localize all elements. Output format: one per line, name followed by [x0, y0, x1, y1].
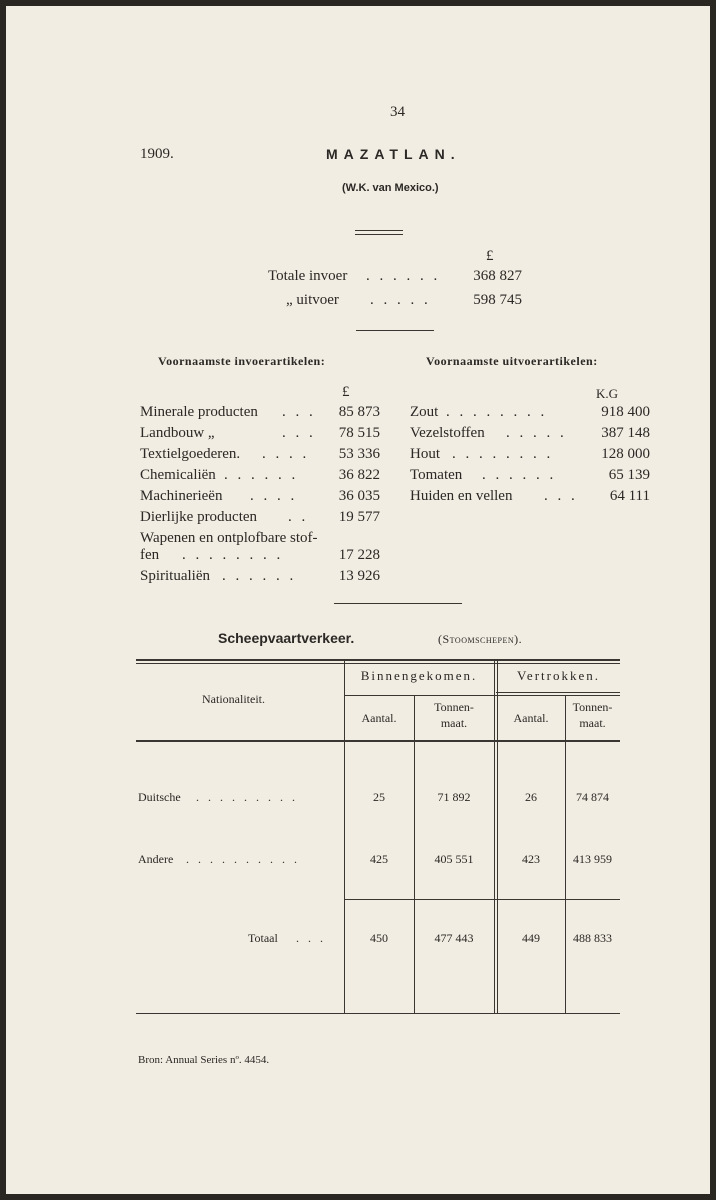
subtitle: (W.K. van Mexico.) — [342, 182, 439, 194]
table-cell: 26 — [525, 790, 537, 804]
import-label: Machinerieën — [140, 488, 223, 504]
export-value: 387 148 — [601, 425, 650, 441]
table-column-rule — [494, 661, 495, 1013]
table-rule — [344, 899, 620, 900]
table-row-name: Andere — [138, 852, 174, 866]
imports-unit: £ — [342, 384, 350, 400]
leader-dots: . . . . . . . . . . — [186, 852, 300, 866]
leader-dots: . . . . . . . . — [452, 446, 554, 462]
export-label: Zout — [410, 404, 439, 420]
table-rule — [496, 692, 620, 693]
export-label: Vezelstoffen — [410, 425, 485, 441]
divider — [356, 330, 434, 331]
leader-dots: . . . . . . . . — [182, 547, 284, 563]
import-value: 53 336 — [338, 446, 380, 462]
export-label: Huiden en vellen — [410, 488, 513, 504]
import-value: 13 926 — [338, 568, 380, 584]
import-label: Textielgoederen. — [140, 446, 241, 462]
leader-dots: . . . — [282, 425, 316, 441]
table-cell: 423 — [522, 852, 540, 866]
table-rule — [136, 659, 620, 661]
totals-value: 598 745 — [473, 292, 522, 308]
export-value: 64 111 — [609, 488, 650, 504]
leader-dots: . . — [288, 509, 309, 525]
document-page — [6, 6, 710, 1194]
import-value: 36 822 — [338, 467, 380, 483]
table-cell: 413 959 — [573, 852, 612, 866]
export-value: 918 400 — [601, 404, 650, 420]
leader-dots: . . . . — [262, 446, 310, 462]
column-header-tonnage-out: maat. — [579, 716, 606, 730]
table-rule — [136, 663, 620, 664]
page-title: MAZATLAN. — [326, 146, 461, 162]
leader-dots: . . . . . . . . . — [196, 790, 298, 804]
exports-unit: K.G — [596, 386, 619, 401]
table-rule — [136, 740, 620, 742]
export-label: Hout — [410, 446, 440, 462]
table-cell: 405 551 — [434, 852, 474, 866]
import-label: Wapenen en ontplofbare stof- — [140, 530, 318, 546]
leader-dots: . . . — [296, 931, 326, 945]
table-cell: 71 892 — [437, 790, 471, 804]
leader-dots: . . . . . . — [222, 568, 297, 584]
column-header-tonnage-in: Tonnen- — [434, 700, 474, 714]
table-cell: 74 874 — [576, 790, 609, 804]
divider — [355, 234, 403, 235]
shipping-heading: Scheepvaartverkeer. — [218, 630, 355, 646]
column-header-count-in: Aantal. — [361, 711, 397, 725]
totals-label: Totale invoer — [268, 268, 348, 284]
column-header-count-out: Aantal. — [513, 711, 549, 725]
leader-dots: . . . . . . — [224, 467, 299, 483]
totals-value: 368 827 — [473, 268, 522, 284]
table-rule — [136, 1013, 620, 1014]
leader-dots: . . . . — [250, 488, 298, 504]
import-value: 85 873 — [338, 404, 380, 420]
import-label: Dierlijke producten — [140, 509, 258, 525]
column-header-tonnage-in: maat. — [440, 716, 468, 730]
leader-dots: . . . . . — [370, 292, 431, 308]
totals-label: „ uitvoer — [286, 292, 339, 308]
import-value: 17 228 — [338, 547, 380, 563]
table-cell: 488 833 — [573, 931, 612, 945]
import-label: Spiritualiën — [140, 568, 210, 584]
leader-dots: . . . . . — [506, 425, 567, 441]
year: 1909. — [140, 146, 174, 162]
import-value: 78 515 — [338, 425, 380, 441]
totals-currency: £ — [486, 248, 494, 264]
leader-dots: . . . . . . . . — [446, 404, 548, 420]
import-label: fen — [140, 547, 160, 563]
divider — [355, 230, 403, 231]
leader-dots: . . . — [544, 488, 578, 504]
column-group-departed: Vertrokken. — [516, 668, 600, 683]
import-value: 36 035 — [338, 488, 380, 504]
table-cell: 425 — [370, 852, 388, 866]
import-label: Landbouw „ — [140, 425, 215, 441]
shipping-subheading: (Stoomschepen). — [438, 632, 523, 646]
exports-heading: Voornaamste uitvoerartikelen: — [426, 354, 598, 368]
leader-dots: . . . . . . — [366, 268, 441, 284]
table-cell: 25 — [373, 790, 385, 804]
table-cell: 477 443 — [434, 931, 474, 945]
table-rule — [344, 695, 620, 696]
imports-heading: Voornaamste invoerartikelen: — [158, 354, 326, 368]
table-row-name: Duitsche — [138, 790, 181, 804]
column-group-arrived: Binnengekomen. — [360, 668, 478, 683]
table-cell: 449 — [522, 931, 540, 945]
export-label: Tomaten — [410, 467, 463, 483]
import-value: 19 577 — [338, 509, 380, 525]
export-value: 65 139 — [608, 467, 650, 483]
divider — [334, 603, 462, 604]
page-number: 34 — [390, 104, 405, 120]
source-note: Bron: Annual Series nº. 4454. — [138, 1054, 270, 1066]
table-cell: 450 — [370, 931, 388, 945]
table-row-name: Totaal — [248, 931, 278, 945]
leader-dots: . . . . . . — [482, 467, 557, 483]
import-label: Minerale producten — [140, 404, 258, 420]
leader-dots: . . . — [282, 404, 316, 420]
import-label: Chemicaliën — [140, 467, 216, 483]
column-header-nationality: Nationaliteit. — [202, 692, 265, 706]
export-value: 128 000 — [601, 446, 650, 462]
column-header-tonnage-out: Tonnen- — [572, 700, 613, 714]
